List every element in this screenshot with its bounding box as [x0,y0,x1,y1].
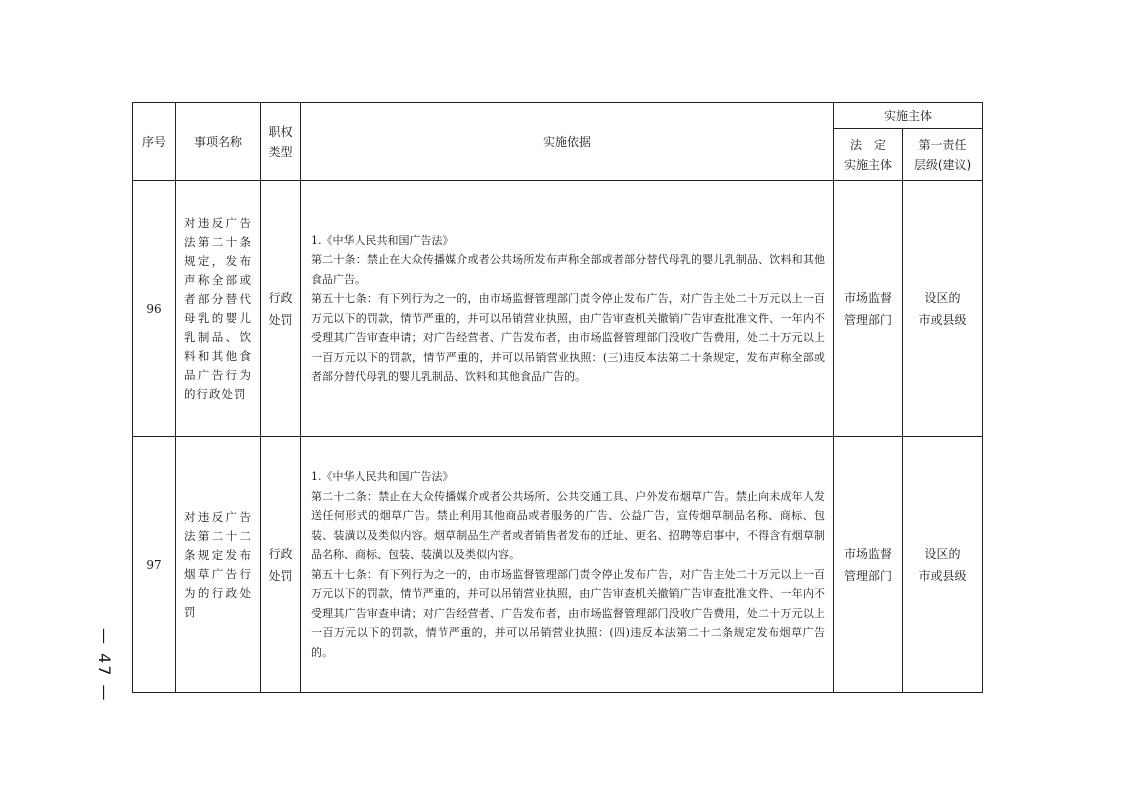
header-subject: 实施主体 [834,103,983,129]
header-seq: 序号 [133,103,176,181]
basis-law-title: 1.《中华人民共和国广告法》 [311,233,454,247]
header-legal-line2: 实施主体 [843,157,892,172]
header-legal-line1: 法 定 [849,137,886,152]
row-legal-line1: 市场监督 [843,546,892,561]
basis-law-title: 1.《中华人民共和国广告法》 [311,470,454,483]
row-item-name-text: 对违反广告法第二十条规定，发布声称全部或者部分替代母乳的婴儿乳制品、饮料和其他食品广告行为的行政处罚 [184,215,252,401]
basis-penalty: 第五十七条：有下列行为之一的，由市场监督管理部门责令停止发布广告，对广告主处二十万元以上一百万元以下的罚款，情节严重的，并可以吊销营业执照，由广告审查机关撤销广告审查批准文件、一年内不受理其广告审查申请；对广告经营者、广告发布者，由市场监督管理部门没收广告费用，处二十万元以上一百万元以下的罚款，情节严重的，并可以吊销营业执照：(四)违反本法第二十二条规定发布烟草广告的。 [311,567,825,659]
header-first-line1: 第一责任 [918,137,967,152]
row-basis [301,181,834,437]
row-legal-line2: 管理部门 [843,568,892,583]
row-first-line2: 市或县级 [918,568,967,583]
row-legal-line2: 管理部门 [843,312,892,327]
row-type-line2: 处罚 [268,312,293,327]
row-item-name [176,181,261,437]
table-row [133,437,983,693]
basis-article: 第二十二条：禁止在大众传播媒介或者公共场所、公共交通工具、户外发布烟草广告。禁止向未成年人发送任何形式的烟草广告。禁止利用其他商品或者服务的广告、公益广告，宣传烟草制品名称、商标、包装、装潢以及类似内容。烟草制品生产者或者销售者发布的迁址、更名、招聘等启事中，不得含有烟草制品名称、商标、包装、装潢以及类似内容。 [311,489,825,561]
row-basis [301,437,834,693]
row-legal-subject [834,437,903,693]
header-basis: 实施依据 [301,103,834,181]
header-first-line2: 层级(建议) [913,157,972,172]
row-first-level [903,437,983,693]
header-name: 事项名称 [176,103,261,181]
table-row [133,181,983,437]
row-seq: 97 [133,437,176,693]
enforcement-table [132,102,983,693]
header-type-line2: 类型 [268,144,293,159]
basis-penalty: 第五十七条：有下列行为之一的，由市场监督管理部门责令停止发布广告，对广告主处二十万元以上一百万元以下的罚款，情节严重的，并可以吊销营业执照，由广告审查机关撤销广告审查批准文件、一年内不受理其广告审查申请；对广告经营者、广告发布者，由市场监督管理部门没收广告费用，处二十万元以上一百万元以下的罚款，情节严重的，并可以吊销营业执照：(三)违反本法第二十条规定，发布声称全部或者部分替代母乳的婴儿乳制品、饮料和其他食品广告的。 [311,292,825,383]
row-seq: 96 [133,181,176,437]
row-first-line1: 设区的 [924,290,961,305]
header-first-level [903,129,983,181]
row-first-line2: 市或县级 [918,312,967,327]
row-legal-subject [834,181,903,437]
row-legal-line1: 市场监督 [843,290,892,305]
row-first-line1: 设区的 [924,546,961,561]
row-type-line2: 处罚 [268,568,293,583]
header-type [261,103,301,181]
page-number: — 47 — [95,628,114,703]
row-type [261,437,301,693]
row-first-level [903,181,983,437]
header-type-line1: 职权 [268,124,293,139]
row-type-line1: 行政 [268,546,293,561]
header-legal-subject [834,129,903,181]
basis-article: 第二十条：禁止在大众传播媒介或者公共场所发布声称全部或者部分替代母乳的婴儿乳制品、饮料和其他食品广告。 [311,253,825,286]
row-item-name-text: 对违反广告法第二十二条规定发布烟草广告行为的行政处罚 [184,509,252,619]
row-item-name [176,437,261,693]
row-type-line1: 行政 [268,290,293,305]
row-type [261,181,301,437]
